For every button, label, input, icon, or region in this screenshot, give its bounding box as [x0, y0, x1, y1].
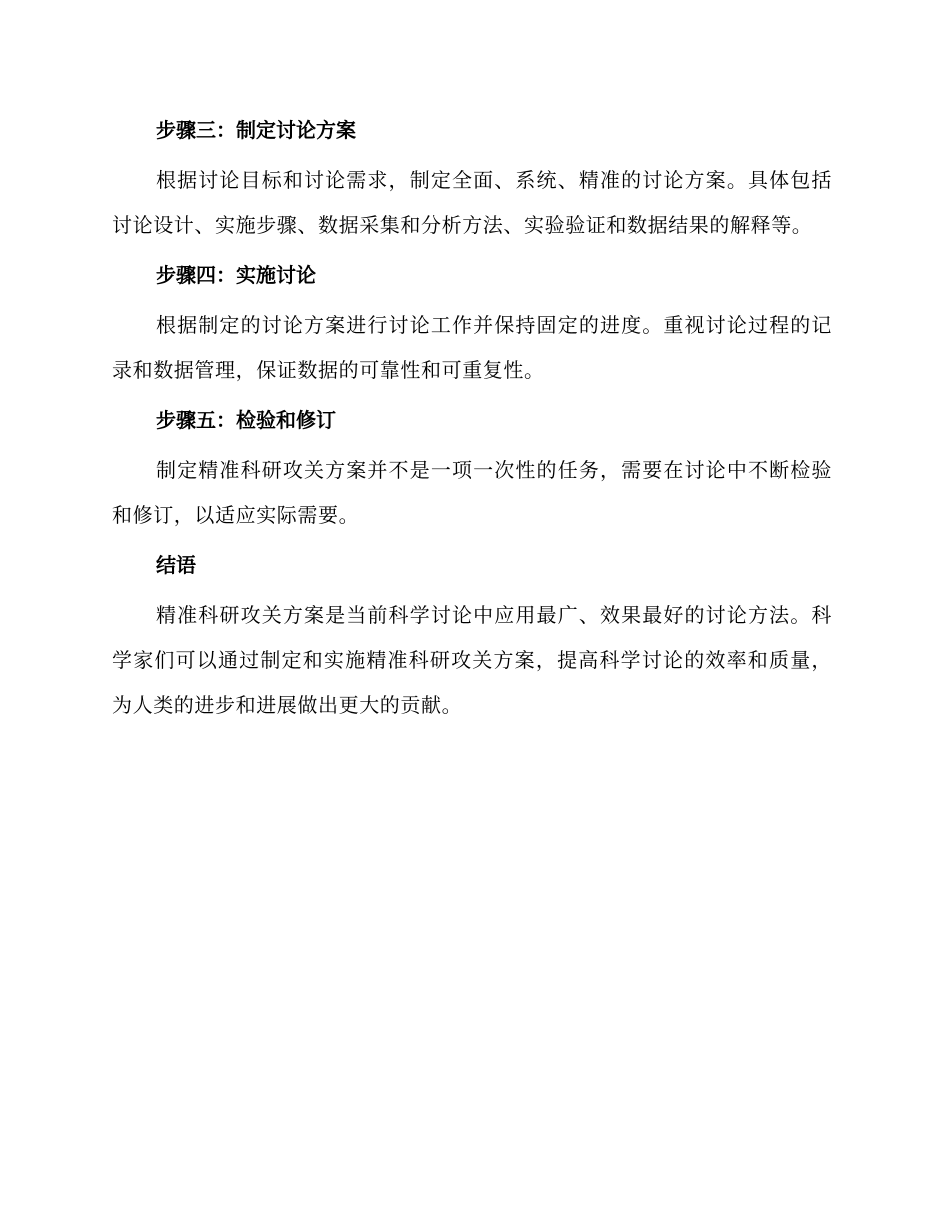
section-paragraph: 根据讨论目标和讨论需求，制定全面、系统、精准的讨论方案。具体包括讨论设计、实施步骤、数据采集和分析方法、实验验证和数据结果的解释等。	[112, 168, 832, 237]
section-paragraph: 根据制定的讨论方案进行讨论工作并保持固定的进度。重视讨论过程的记录和数据管理，保证数据的可靠性和可重复性。	[112, 313, 832, 382]
section-paragraph: 制定精准科研攻关方案并不是一项一次性的任务，需要在讨论中不断检验和修订，以适应实际需要。	[112, 458, 832, 527]
section-heading: 步骤四：实施讨论	[156, 263, 316, 287]
section-heading: 步骤五：检验和修订	[156, 408, 336, 432]
section-conclusion	[112, 543, 832, 728]
section-step-3	[112, 108, 832, 248]
section-heading: 结语	[156, 553, 196, 577]
section-step-4	[112, 253, 832, 393]
document-page	[112, 108, 832, 733]
section-paragraph: 精准科研攻关方案是当前科学讨论中应用最广、效果最好的讨论方法。科学家们可以通过制定和实施精准科研攻关方案，提高科学讨论的效率和质量，为人类的进步和进展做出更大的贡献。	[112, 603, 832, 717]
section-step-5	[112, 398, 832, 538]
section-heading: 步骤三：制定讨论方案	[156, 118, 356, 142]
